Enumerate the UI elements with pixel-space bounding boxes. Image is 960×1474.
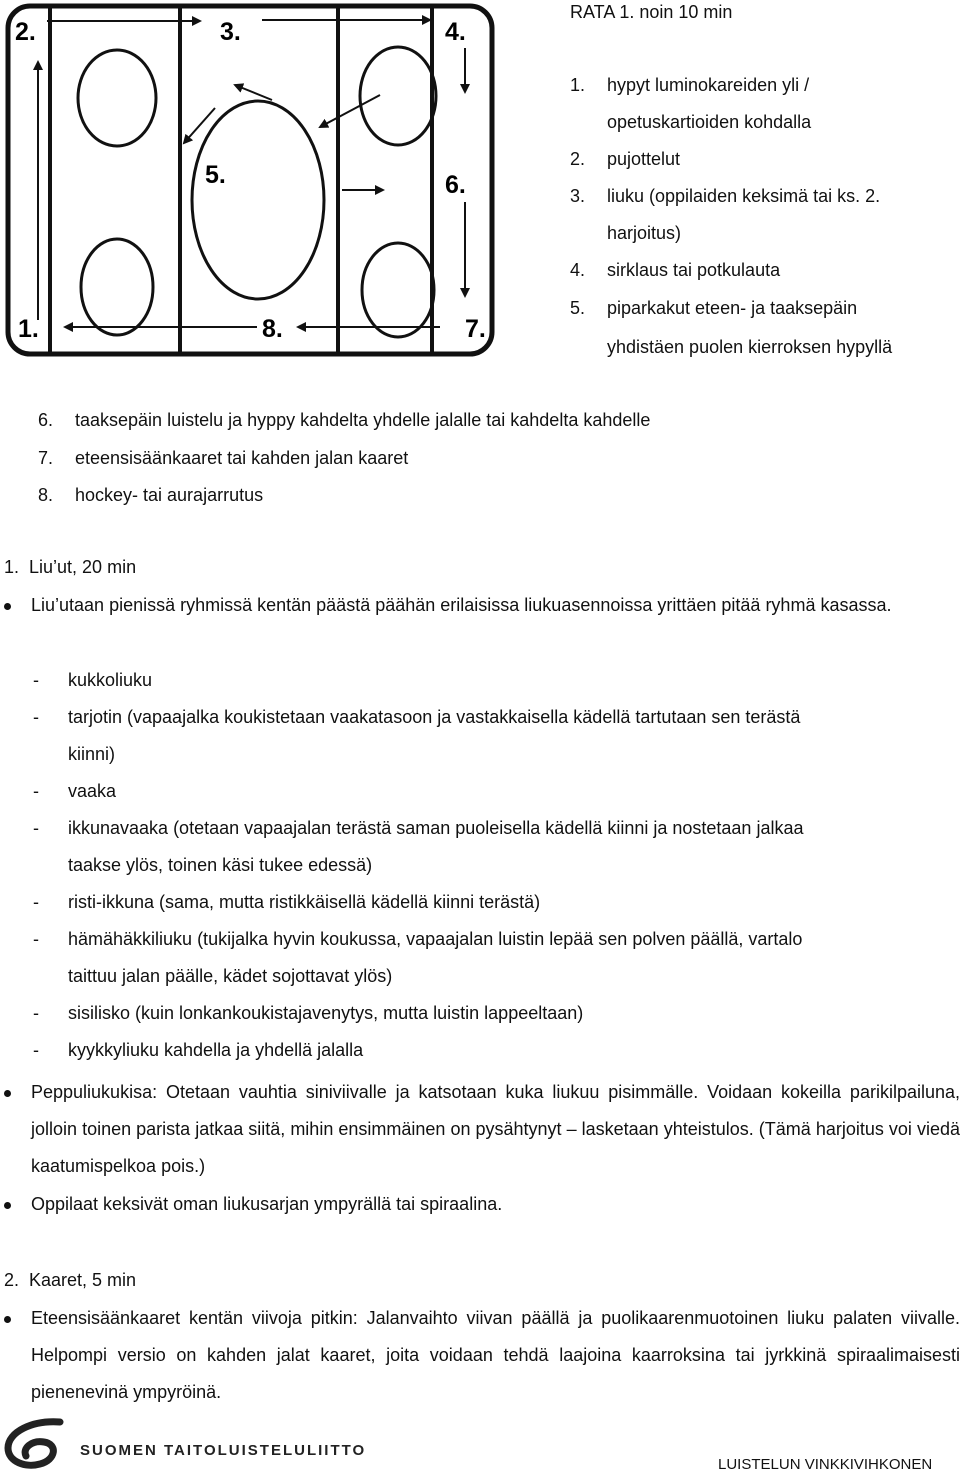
dash: -: [33, 781, 39, 801]
dash-text-cont: taakse ylös, toinen käsi tukee edessä): [68, 855, 373, 875]
item-text: hypyt luminokareiden yli /: [607, 75, 810, 95]
dash: -: [33, 818, 39, 838]
bullet-text: Eteensisäänkaaret kentän viivoja pitkin: Jalanvaihto viivan päällä ja puolikaarenmuotoinen liuku palaten viivalle. Helpompi versio on kahden jalat kaaret, joita voidaan tehdä laajoina kaarroksina tai jyrkkinä spiraalimaisesti pienenevinä ympyröinä.: [31, 1308, 960, 1402]
dash: -: [33, 929, 39, 949]
station-label: 1.: [18, 315, 39, 343]
dash-text: kukkoliuku: [68, 670, 153, 690]
faceoff-circle: [78, 50, 156, 146]
dash-text: hämähäkkiliuku (tukijalka hyvin koukussa, vapaajalan luistin lepää sen polven päällä, vartalo: [68, 929, 803, 949]
item-text: taaksepäin luistelu ja hyppy kahdelta yhdelle jalalle tai kahdelta kahdelle: [75, 410, 651, 430]
footer-org: SUOMEN TAITOLUISTELULIITTO: [80, 1442, 367, 1459]
station-label: 4.: [445, 18, 466, 46]
footer-title: LUISTELUN VINKKIVIHKONEN: [718, 1456, 933, 1473]
bullet-dot: [4, 1316, 11, 1323]
dash-text: ikkunavaaka (otetaan vapaajalan terästä saman puoleisella kädellä kiinni ja nostetaan jalkaa: [68, 818, 804, 838]
station-label: 3.: [220, 18, 241, 46]
item-text: sirklaus tai potkulauta: [607, 260, 781, 280]
station-label: 7.: [465, 315, 486, 343]
item-number: 5.: [570, 298, 586, 318]
route-title: RATA 1. noin 10 min: [570, 2, 733, 22]
station-label: 5.: [205, 161, 226, 189]
bullet-dot: [4, 1090, 11, 1097]
item-number: 1.: [570, 75, 586, 95]
dash-text-cont: kiinni): [68, 744, 116, 764]
item-text: harjoitus): [607, 223, 682, 243]
item-text: pujottelut: [607, 149, 681, 169]
item-number: 6.: [38, 410, 54, 430]
dash-text: vaaka: [68, 781, 117, 801]
dash: -: [33, 892, 39, 912]
item-number: 2.: [570, 149, 586, 169]
dash-text-cont: taittuu jalan päälle, kädet sojottavat ylös): [68, 966, 393, 986]
dash-text: sisilisko (kuin lonkankoukistajavenytys, mutta luistin lappeeltaan): [68, 1003, 584, 1023]
route-arrow: [184, 108, 215, 143]
dash: -: [33, 1003, 39, 1023]
bullet-dot: [4, 603, 11, 610]
item-number: 4.: [570, 260, 586, 280]
station-label: 2.: [15, 18, 36, 46]
faceoff-circle: [360, 47, 436, 145]
faceoff-circle: [81, 239, 153, 335]
dash: -: [33, 670, 39, 690]
dash-text: tarjotin (vapaajalka koukistetaan vaakatasoon ja vastakkaisella kädellä tartutaan sen terästä: [68, 707, 801, 727]
route-arrow: [320, 95, 380, 127]
item-number: 8.: [38, 485, 54, 505]
item-text: hockey- tai aurajarrutus: [75, 485, 264, 505]
rink-diagram: [0, 0, 500, 360]
dash: -: [33, 1040, 39, 1060]
dash: -: [33, 707, 39, 727]
center-circle: [192, 101, 324, 299]
rink-outline: [8, 6, 492, 354]
item-text: opetuskartioiden kohdalla: [607, 112, 812, 132]
faceoff-circle: [362, 243, 434, 337]
route-arrow: [235, 85, 272, 100]
section-heading: 1. Liu’ut, 20 min: [4, 557, 137, 577]
item-text: eteensisäänkaaret tai kahden jalan kaaret: [75, 448, 409, 468]
station-label: 8.: [262, 315, 283, 343]
dash-text: kyykkyliuku kahdella ja yhdellä jalalla: [68, 1040, 364, 1060]
item-text: liuku (oppilaiden keksimä tai ks. 2.: [607, 186, 881, 206]
item-number: 3.: [570, 186, 586, 206]
section-heading: 2. Kaaret, 5 min: [4, 1270, 137, 1290]
bullet-text: Oppilaat keksivät oman liukusarjan ympyrällä tai spiraalina.: [31, 1194, 503, 1214]
dash-text: risti-ikkuna (sama, mutta ristikkäisellä kädellä kiinni terästä): [68, 892, 541, 912]
bullet-dot: [4, 1202, 11, 1209]
item-text: piparkakut eteen- ja taaksepäin: [607, 298, 858, 318]
federation-logo: [2, 1418, 74, 1470]
bullet-text: Peppuliukukisa: Otetaan vauhtia siniviivalle ja katsotaan kuka liukuu pisimmälle. Voidaan kokeilla parikilpailuna, jolloin toinen parista jatkaa siitä, mihin ensimmäinen on pysähtynyt – lasketaan yhteistulos. (Tämä harjoitus voi viedä kaatumispelkoa pois.): [31, 1082, 960, 1176]
bullet-text: Liu’utaan pienissä ryhmissä kentän päästä päähän erilaisissa liukuasennoissa yrittäen pitää ryhmä kasassa.: [31, 595, 892, 615]
station-label: 6.: [445, 171, 466, 199]
item-number: 7.: [38, 448, 54, 468]
item-text: yhdistäen puolen kierroksen hypyllä: [607, 337, 893, 357]
